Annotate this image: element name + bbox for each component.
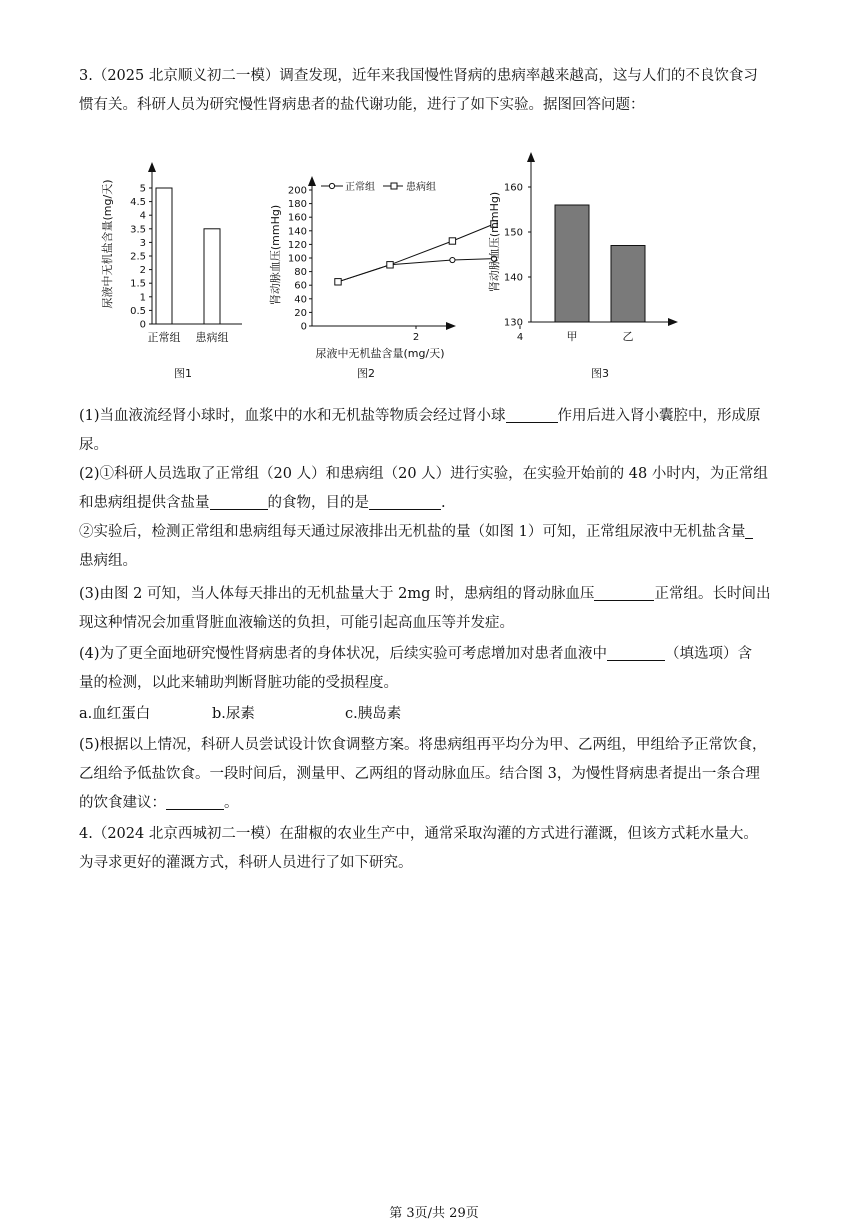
fig1-y-tick-label: 1.5 xyxy=(130,278,146,290)
fig2-x-tick-label: 2 xyxy=(412,332,420,343)
q3-p4-text-b: （填选项）含 xyxy=(665,646,753,662)
q3-p4-text-c: 量的检测，以此来辅助判断肾脏功能的受损程度。 xyxy=(79,675,398,691)
q3-p2-text-f: 患病组。 xyxy=(79,553,137,569)
q3-p2-text-b: 和患病组提供含盐量 xyxy=(79,495,210,511)
fig3-y-tick-label: 140 xyxy=(503,272,523,284)
fig2-series-line-normal xyxy=(338,259,494,282)
q3-p5-text-b: 乙组给予低盐饮食。一段时间后，测量甲、乙两组的肾动脉血压。结合图 3，为慢性肾病患者提出一条合理 xyxy=(79,766,760,782)
fig3-x-arrow xyxy=(668,318,678,326)
fig2-y-arrow xyxy=(308,176,316,186)
fig2-y-tick-label: 160 xyxy=(287,212,307,224)
q3-p1-text-c: 尿。 xyxy=(79,437,108,453)
fig1-y-tick-label: 4 xyxy=(139,210,146,222)
fig2-y-tick-label: 120 xyxy=(287,239,307,251)
answer-blank-4[interactable] xyxy=(745,523,753,539)
fig1-bar xyxy=(204,229,220,324)
fig2-y-tick-label: 100 xyxy=(287,253,307,265)
q3-part2 xyxy=(79,460,791,576)
fig3-category-label: 甲 xyxy=(566,330,578,343)
legend-label-patient: 患病组 xyxy=(406,182,436,193)
q3-intro-line2: 惯有关。科研人员为研究慢性肾病患者的盐代谢功能，进行了如下实验。据图回答问题： xyxy=(79,97,645,113)
option-a: a.血红蛋白 xyxy=(79,706,151,722)
fig2-y-tick-label: 40 xyxy=(294,294,307,306)
fig1-category-label: 患病组 xyxy=(195,331,229,344)
legend-marker-square-icon xyxy=(391,183,397,189)
figures-row xyxy=(0,140,868,390)
fig1-y-arrow xyxy=(148,162,156,172)
fig1-y-tick-label: 2 xyxy=(139,265,146,277)
q3-p2-text-a: (2)①科研人员选取了正常组（20 人）和患病组（20 人）进行实验，在实验开始前的 48 小时内，为正常组 xyxy=(79,466,768,482)
fig2-y-tick-label: 140 xyxy=(287,226,307,238)
fig2-point-normal xyxy=(450,257,455,262)
answer-blank-7[interactable] xyxy=(166,794,224,810)
fig3-bar xyxy=(555,205,589,322)
q3-p3-text-b: 正常组。长时间出 xyxy=(654,586,771,602)
fig3-bar xyxy=(611,246,645,323)
q3-intro-line1: 3.（2025 北京顺义初二一模）调查发现，近年来我国慢性肾病的患病率越来越高，这与人们的不良饮食习 xyxy=(79,68,758,84)
q4-intro-line1: 4.（2024 北京西城初二一模）在甜椒的农业生产中，通常采取沟灌的方式进行灌溉，但该方式耗水量大。 xyxy=(79,826,758,842)
fig3-caption: 图3 xyxy=(591,367,609,380)
answer-blank-1[interactable] xyxy=(506,407,558,423)
fig2-legend xyxy=(321,180,436,193)
q3-p5-text-c: 的饮食建议： xyxy=(79,795,166,811)
q3-options xyxy=(79,700,791,729)
q3-p2-text-c: 的食物，目的是 xyxy=(267,495,369,511)
q3-part1 xyxy=(79,402,791,460)
q3-part3 xyxy=(79,580,791,638)
fig3-y-label: 肾动脉血压(mmHg) xyxy=(488,191,501,293)
fig2-y-label: 肾动脉血压(mmHg) xyxy=(269,204,282,306)
answer-blank-3[interactable] xyxy=(369,494,441,510)
q3-p2-text-e: ②实验后，检测正常组和患病组每天通过尿液排出无机盐的量（如图 1）可知，正常组尿液中无机盐含量 xyxy=(79,524,746,540)
fig2-y-tick-label: 0 xyxy=(300,321,307,333)
fig3-y-tick-label: 160 xyxy=(503,182,523,194)
option-c: c.胰岛素 xyxy=(345,706,402,722)
fig2-y-tick-label: 200 xyxy=(287,185,307,197)
figures-svg xyxy=(0,140,868,390)
figure-1 xyxy=(100,162,242,380)
legend-label-normal: 正常组 xyxy=(345,182,375,193)
q3-p1-text-a: (1)当血液流经肾小球时，血浆中的水和无机盐等物质会经过肾小球 xyxy=(79,408,506,424)
q3-part4 xyxy=(79,640,791,698)
fig1-caption: 图1 xyxy=(174,367,192,380)
fig2-y-tick-label: 60 xyxy=(294,280,307,292)
fig1-category-label: 正常组 xyxy=(147,331,181,344)
answer-blank-6[interactable] xyxy=(607,645,665,661)
fig2-point-patient xyxy=(335,279,341,285)
q3-p4-text-a: (4)为了更全面地研究慢性肾病患者的身体状况，后续实验可考虑增加对患者血液中 xyxy=(79,646,608,662)
q3-p2-text-d: . xyxy=(441,495,446,511)
fig3-y-tick-label: 150 xyxy=(503,227,523,239)
option-b: b.尿素 xyxy=(212,706,255,722)
fig1-y-tick-label: 2.5 xyxy=(130,251,146,263)
fig2-point-patient xyxy=(449,238,455,244)
fig1-y-tick-label: 0 xyxy=(139,319,146,331)
answer-blank-5[interactable] xyxy=(594,585,654,601)
q3-intro xyxy=(79,62,791,120)
fig3-y-tick-label: 130 xyxy=(503,317,523,329)
fig1-y-label: 尿液中无机盐含量(mg/天) xyxy=(101,179,114,309)
q4-intro xyxy=(79,820,791,878)
q3-p3-text-a: (3)由图 2 可知，当人体每天排出的无机盐量大于 2mg 时，患病组的肾动脉血压 xyxy=(79,586,595,602)
page-footer: 第 3页/共 29页 xyxy=(389,1206,479,1221)
q3-p3-text-c: 现这种情况会加重肾脏血液输送的负担，可能引起高血压等并发症。 xyxy=(79,615,514,631)
fig2-x-tick-label: 4 xyxy=(516,332,524,343)
q3-p5-text-a: (5)根据以上情况，科研人员尝试设计饮食调整方案。将患病组再平均分为甲、乙两组，甲组给予正常饮食， xyxy=(79,737,767,753)
fig2-y-tick-label: 180 xyxy=(287,199,307,211)
answer-blank-2[interactable] xyxy=(210,494,268,510)
q3-p1-text-b: 作用后进入肾小囊腔中，形成原 xyxy=(557,408,761,424)
q4-intro-line2: 为寻求更好的灌溉方式，科研人员进行了如下研究。 xyxy=(79,855,413,871)
legend-marker-circle-icon xyxy=(329,183,334,188)
fig2-y-tick-label: 80 xyxy=(294,267,307,279)
fig1-y-tick-label: 5 xyxy=(139,183,146,195)
fig1-y-tick-label: 0.5 xyxy=(130,305,146,317)
fig1-y-tick-label: 4.5 xyxy=(130,197,146,209)
figure-3 xyxy=(487,152,678,380)
fig3-y-arrow xyxy=(527,152,535,162)
figure-2 xyxy=(268,176,523,380)
q3-part5 xyxy=(79,731,791,818)
fig1-y-tick-label: 3.5 xyxy=(130,224,146,236)
fig2-y-tick-label: 20 xyxy=(294,307,307,319)
q3-p5-text-d: 。 xyxy=(224,795,239,811)
fig2-point-patient xyxy=(387,262,393,268)
fig2-series-line-patient xyxy=(338,224,494,282)
fig3-category-label: 乙 xyxy=(622,330,634,343)
fig2-x-label: 尿液中无机盐含量(mg/天) xyxy=(315,347,445,360)
fig2-caption: 图2 xyxy=(357,367,375,380)
fig1-y-tick-label: 3 xyxy=(139,237,146,249)
fig1-y-tick-label: 1 xyxy=(139,292,146,304)
fig2-x-arrow xyxy=(446,322,456,330)
fig1-bar xyxy=(156,188,172,324)
